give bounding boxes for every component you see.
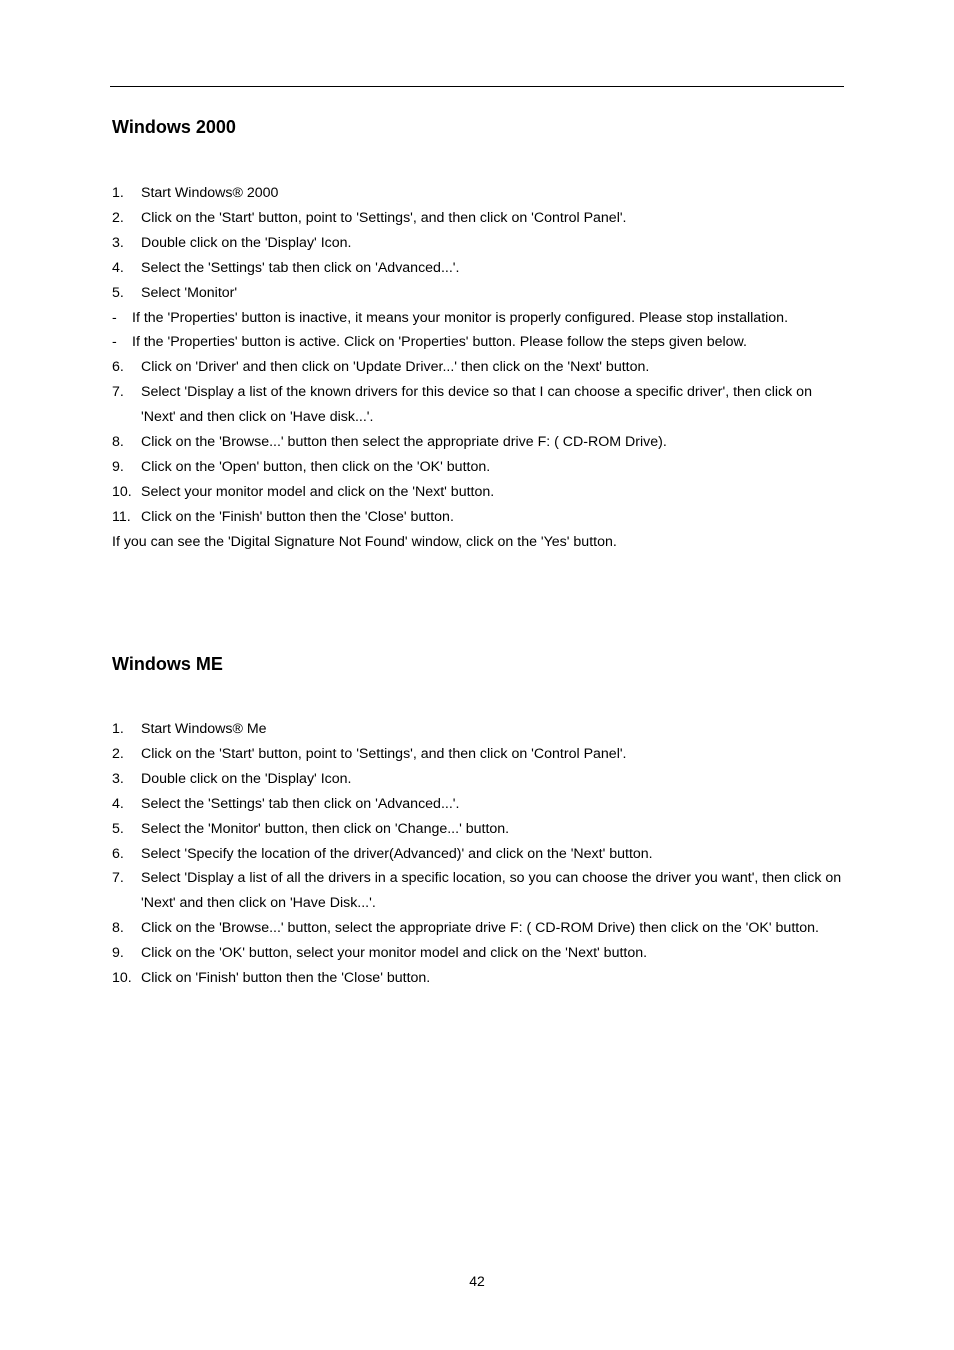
list-item	[112, 966, 842, 991]
step-number: 5.	[112, 284, 124, 301]
step-number: 8.	[112, 920, 124, 937]
step-number: 2.	[112, 209, 124, 226]
step-text: Select the 'Settings' tab then click on 'Advanced...'.	[141, 795, 460, 812]
section-note: If you can see the 'Digital Signature Not Found' window, click on the 'Yes' button.	[112, 533, 617, 550]
step-number: 6.	[112, 845, 124, 862]
step-text: Click on the 'Browse...' button then select the appropriate drive F: ( CD-ROM Drive).	[141, 434, 667, 451]
step-number: 10.	[112, 970, 132, 987]
step-text: Select 'Display a list of all the drivers in a specific location, so you can choose the driver you want', then click on 'Next' and then click on 'Have Disk...'.	[141, 870, 842, 912]
list-item	[112, 256, 842, 281]
list-item	[112, 742, 842, 767]
step-number: 6.	[112, 359, 124, 376]
list-item	[112, 941, 842, 966]
step-number: 1.	[112, 721, 124, 737]
step-number: 9.	[112, 945, 124, 962]
step-text: Click on the 'Start' button, point to 'Settings', and then click on 'Control Panel'.	[141, 745, 627, 762]
step-number: 3.	[112, 234, 124, 251]
step-text: Select the 'Settings' tab then click on 'Advanced...'.	[141, 259, 460, 276]
step-text: Click on the 'OK' button, select your monitor model and click on the 'Next' button.	[141, 945, 648, 962]
list-item	[112, 792, 842, 817]
step-text: If the 'Properties' button is active. Click on 'Properties' button. Please follow the steps given below.	[132, 334, 747, 351]
step-list	[112, 717, 842, 991]
list-item	[112, 505, 842, 530]
step-number: 4.	[112, 259, 124, 276]
step-text: Double click on the 'Display' Icon.	[141, 770, 352, 787]
step-text: Click on 'Driver' and then click on 'Update Driver...' then click on the 'Next' button.	[141, 359, 650, 376]
section-windows-me	[112, 652, 842, 991]
step-text: Select your monitor model and click on the 'Next' button.	[141, 483, 495, 500]
dash-bullet: -	[112, 309, 117, 326]
list-item	[112, 717, 842, 742]
step-text: Start Windows® 2000	[141, 185, 279, 201]
list-item	[112, 281, 842, 306]
step-text: Click on the 'Open' button, then click on the 'OK' button.	[141, 458, 491, 475]
list-item	[112, 817, 842, 842]
list-item	[112, 767, 842, 792]
list-item	[112, 530, 842, 555]
step-text: Double click on the 'Display' Icon.	[141, 234, 352, 251]
step-number: 7.	[112, 870, 124, 887]
step-text: If the 'Properties' button is inactive, it means your monitor is properly configured. Please stop installation.	[132, 309, 789, 326]
step-text: Select 'Monitor'	[141, 284, 238, 301]
step-text: Start Windows® Me	[141, 721, 267, 737]
section-windows-2000	[112, 115, 842, 555]
step-text: Select 'Display a list of the known drivers for this device so that I can choose a specific driver', then click on 'Next' and then click on 'Have disk...'.	[141, 384, 812, 426]
list-item	[112, 306, 842, 331]
step-number: 5.	[112, 820, 124, 837]
list-item	[112, 355, 842, 380]
step-number: 2.	[112, 745, 124, 762]
section-title: Windows 2000	[112, 117, 236, 137]
step-number: 10.	[112, 483, 132, 500]
section-title: Windows ME	[112, 654, 223, 674]
list-item	[112, 206, 842, 231]
list-item	[112, 330, 842, 355]
list-item	[112, 455, 842, 480]
list-item	[112, 866, 842, 916]
step-number: 9.	[112, 458, 124, 475]
step-text: Click on the 'Finish' button then the 'Close' button.	[141, 508, 454, 525]
step-text: Select the 'Monitor' button, then click on 'Change...' button.	[141, 820, 510, 837]
step-text: Select 'Specify the location of the driver(Advanced)' and click on the 'Next' button.	[141, 845, 653, 862]
list-item	[112, 231, 842, 256]
step-text: Click on the 'Browse...' button, select the appropriate drive F: ( CD-ROM Drive) then click on the 'OK' button.	[141, 920, 819, 937]
list-item	[112, 480, 842, 505]
step-list	[112, 181, 842, 555]
step-number: 11.	[112, 508, 131, 525]
header-rule	[110, 86, 844, 87]
dash-bullet: -	[112, 334, 117, 351]
step-number: 7.	[112, 384, 124, 401]
list-item	[112, 430, 842, 455]
list-item	[112, 916, 842, 941]
step-number: 1.	[112, 185, 124, 201]
step-number: 4.	[112, 795, 124, 812]
list-item	[112, 181, 842, 206]
step-number: 8.	[112, 434, 124, 451]
step-number: 3.	[112, 770, 124, 787]
step-text: Click on 'Finish' button then the 'Close' button.	[141, 970, 431, 987]
list-item	[112, 380, 842, 430]
step-text: Click on the 'Start' button, point to 'Settings', and then click on 'Control Panel'.	[141, 209, 627, 226]
list-item	[112, 842, 842, 867]
page-number: 42	[469, 1273, 485, 1289]
